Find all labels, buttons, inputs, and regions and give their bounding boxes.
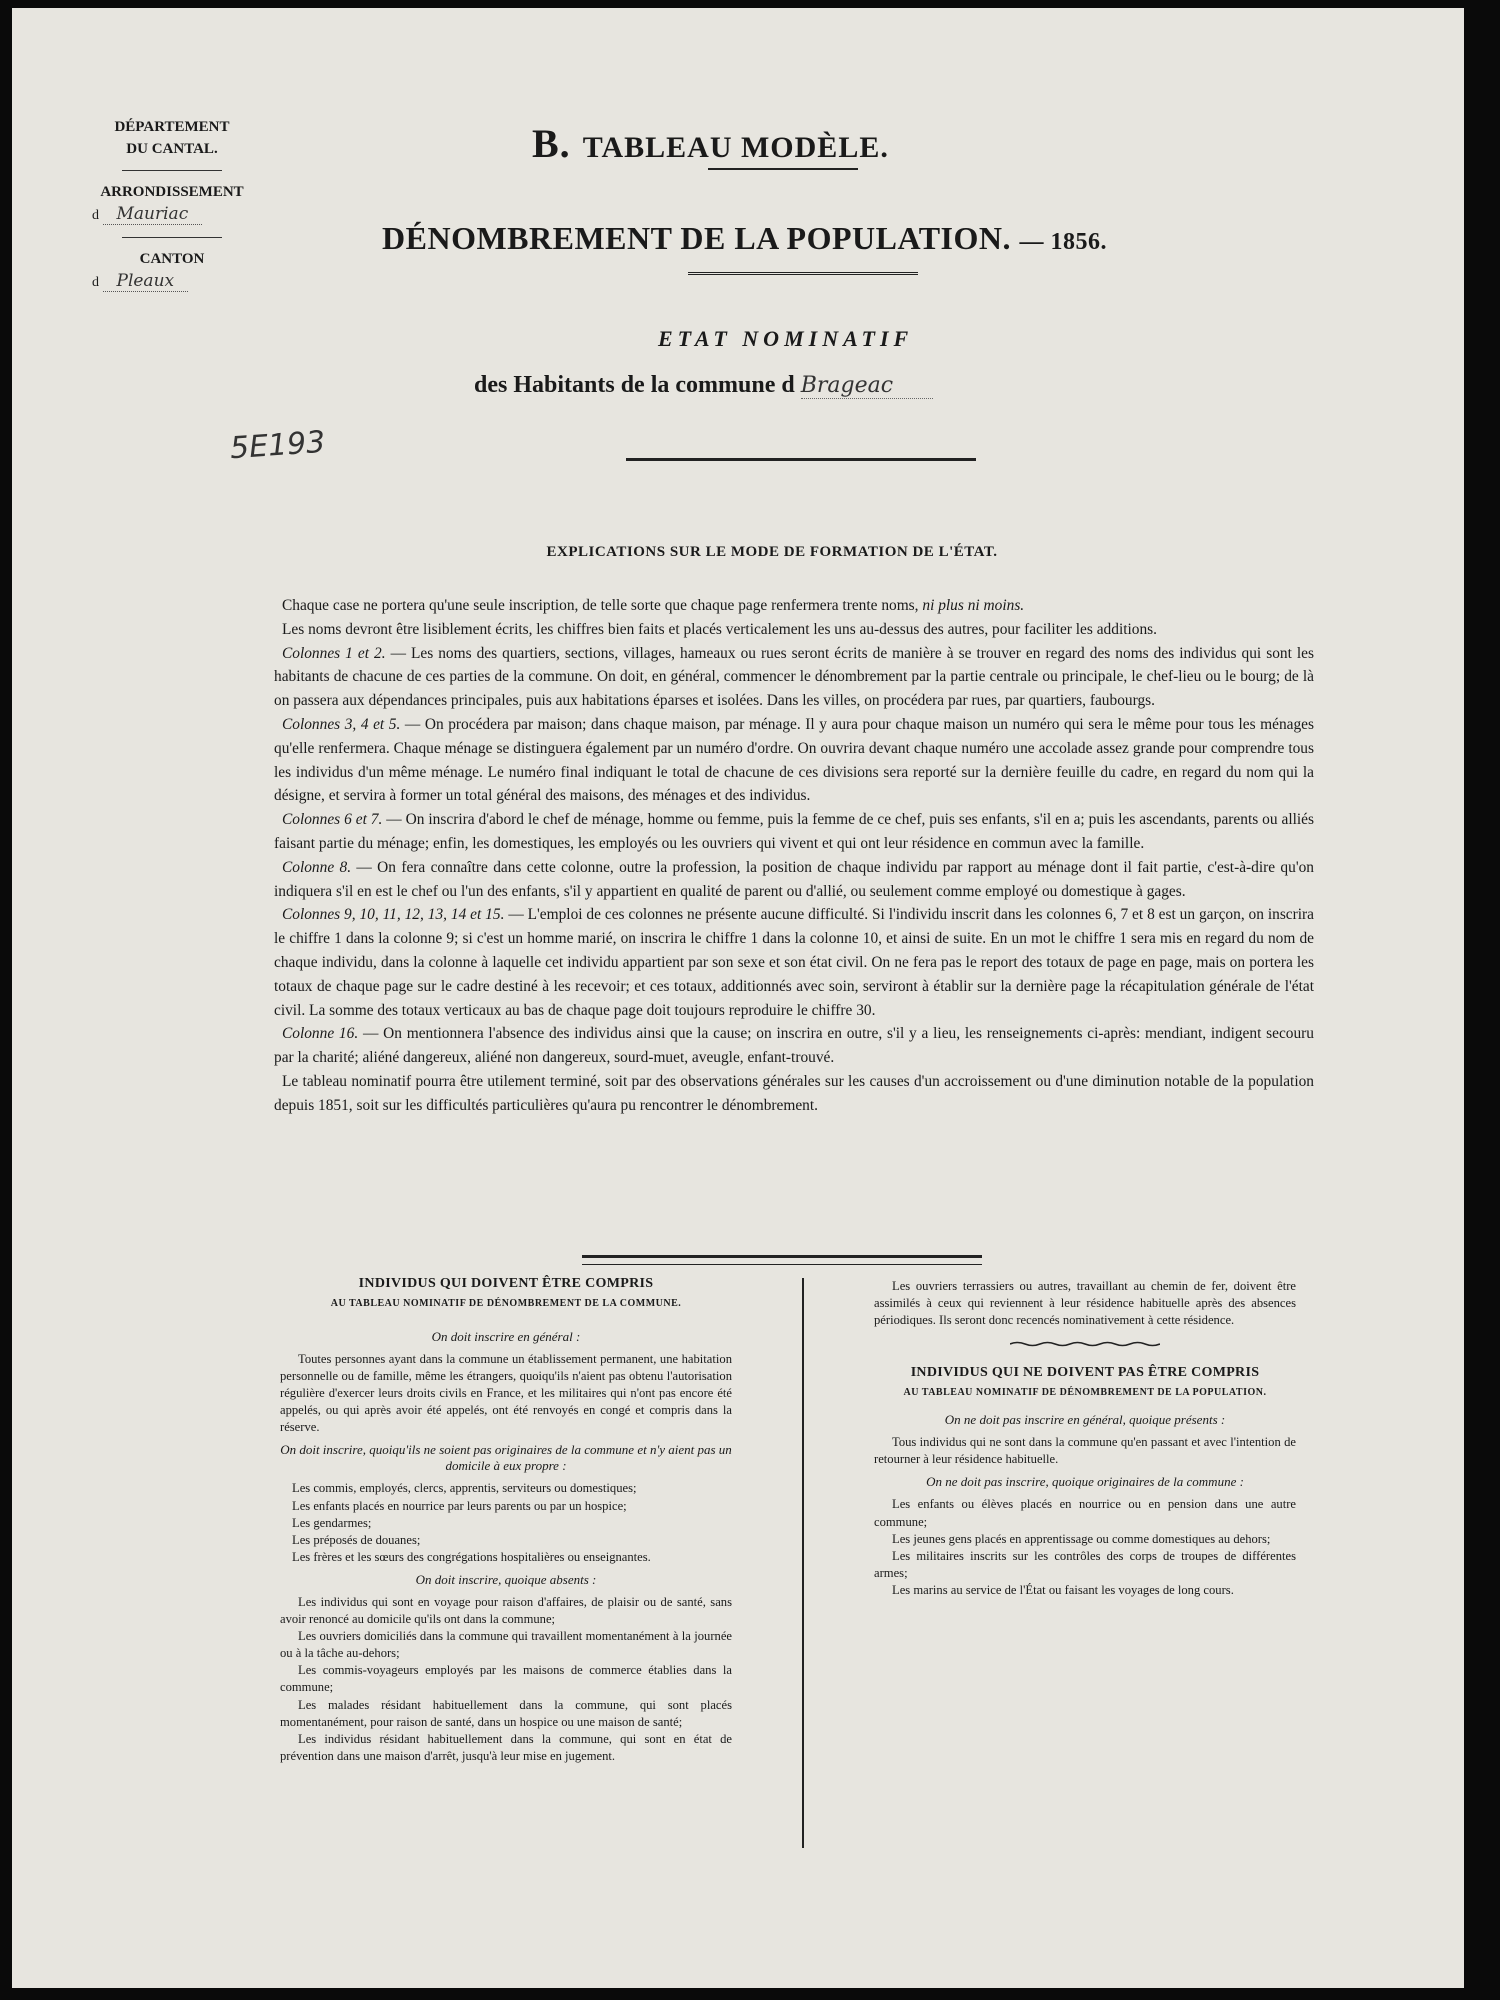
explication-lead: Colonne 8.	[282, 858, 352, 876]
explication-paragraph: Les noms devront être lisiblement écrits, les chiffres bien faits et placés verticalement les uns au-dessus des autres, pour faciliter les additions.	[282, 620, 1158, 638]
list-item: Les ouvriers domiciliés dans la commune qui travaillent momentanément à la journée ou à la tâche au-dehors;	[280, 1629, 732, 1661]
list-item: Les marins au service de l'État ou faisant les voyages de long cours.	[892, 1582, 1234, 1597]
rule-heading: On ne doit pas inscrire en général, quoique présents :	[944, 1412, 1226, 1428]
column-subtitle: AU TABLEAU NOMINATIF DE DÉNOMBREMENT DE LA COMMUNE.	[330, 1298, 682, 1309]
arrondissement-value: Mauriac	[103, 204, 203, 225]
departement-value: DU CANTAL.	[126, 141, 218, 157]
explication-text: — On procédera par maison; dans chaque maison, par ménage. Il y aura pour chaque maison un numéro qui sera le même pour tous les ménages qu'elle renfermera. Chaque ménage se distinguera également par un numéro d'ordre. On ouvrira devant chaque numéro une accolade assez grande pour comprendre tous les individus d'un même ménage. Le numéro final indiquant le total de chacune de ces divisions sera reporté sur la dernière feuille du cadre, en regard du nom qui la désigne, et servira à former un total général des maisons, des ménages et des individus.	[274, 715, 1314, 805]
list-item: Les gendarmes;	[292, 1515, 372, 1530]
list-item: Les militaires inscrits sur les contrôles des corps de troupes de différentes armes;	[874, 1548, 1296, 1580]
column-title: INDIVIDUS QUI DOIVENT ÊTRE COMPRIS	[358, 1276, 654, 1291]
etat-nominatif-heading: ETAT NOMINATIF	[658, 326, 914, 351]
tableau-title-text: TABLEAU MODÈLE.	[582, 131, 889, 164]
list-item: Les frères et les sœurs des congrégations hospitalières ou enseignantes.	[292, 1549, 651, 1564]
column-subtitle: AU TABLEAU NOMINATIF DE DÉNOMBREMENT DE LA POPULATION.	[903, 1387, 1267, 1399]
explication-text: Chaque case ne portera qu'une seule inscription, de telle sorte que chaque page renfermera trente noms,	[282, 597, 919, 614]
ornament-divider	[1010, 1341, 1160, 1347]
explication-paragraph	[274, 713, 1314, 808]
rule-paragraph: Tous individus qui ne sont dans la commune qu'en passant et avec l'intention de retourner à leur résidence habituelle.	[874, 1435, 1296, 1467]
explication-paragraph	[274, 594, 1314, 618]
list-item: Les individus qui sont en voyage pour raison d'affaires, de plaisir ou de santé, sans avoir renoncé au domicile qu'ils ont dans la commune;	[280, 1594, 732, 1627]
main-title	[382, 220, 1107, 257]
rule-paragraph: Toutes personnes ayant dans la commune un établissement permanent, une habitation personnelle ou de famille, même les étrangers, quoiqu'ils n'aient pas obtenu l'autorisation régulière d'exercer leurs droits civils en France, et les militaires qui n'ont pas encore été appelés, ou qui après avoir été appelés, ont été renvoyés en congé et compris dans la réserve.	[280, 1352, 732, 1435]
tableau-letter: B.	[532, 121, 571, 166]
explication-lead: Colonnes 9, 10, 11, 12, 13, 14 et 15.	[282, 906, 505, 924]
census-year: — 1856.	[1019, 229, 1107, 255]
commune-label: des Habitants de la commune d	[474, 372, 795, 398]
commune-rule	[626, 458, 976, 461]
rule-heading: On ne doit pas inscrire, quoique originaires de la commune :	[926, 1474, 1244, 1490]
list-item: Les commis-voyageurs employés par les maisons de commerce établies dans la commune;	[280, 1663, 732, 1695]
excluded-individuals-column	[874, 1278, 1296, 1599]
explications-title: EXPLICATIONS SUR LE MODE DE FORMATION DE L'ÉTAT.	[546, 544, 998, 560]
column-divider	[802, 1278, 804, 1848]
included-individuals-column	[280, 1276, 732, 1765]
rule-heading: On doit inscrire, quoique absents :	[415, 1571, 597, 1587]
rule-heading: On doit inscrire, quoiqu'ils ne soient pas originaires de la commune et n'y aient pas un domicile à eux propre :	[280, 1442, 732, 1474]
list-item: Les commis, employés, clercs, apprentis, serviteurs ou domestiques;	[292, 1481, 637, 1496]
rule-list	[280, 1594, 732, 1765]
archive-code: 5E193	[228, 424, 327, 467]
section-divider	[582, 1255, 982, 1265]
commune-line	[474, 372, 933, 399]
explication-paragraph: Le tableau nominatif pourra être utilement terminé, soit par des observations générales sur les causes d'un accroissement ou d'une diminution notable de la population depuis 1851, soit sur les difficultés particulières qu'aura pu rencontrer le dénombrement.	[274, 1072, 1314, 1114]
explication-paragraph	[274, 856, 1314, 904]
title-rule	[708, 168, 858, 170]
explication-emphasis: ni plus ni moins.	[922, 597, 1025, 614]
explication-text: — Les noms des quartiers, sections, villages, hameaux ou rues seront écrits de manière à se trouver en regard des noms des individus qui sont les habitants de chacune de ces parties de la commune. On doit, en général, commencer le dénombrement par la partie centrale ou principale, le chef-lieu ou le bourg; de là on passera aux dépendances principales, puis aux habitations éparses et isolées. Dans les villes, on procédera par rues, par quartiers, faubourgs.	[274, 644, 1314, 710]
list-item: Les préposés de douanes;	[292, 1532, 421, 1547]
explication-text: — On mentionnera l'absence des individus ainsi que la cause; on inscrira en outre, s'il y a lieu, les renseignements ci-après: mendiant, indigent secouru par la charité; aliéné dangereux, aliéné non dangereux, sourd-muet, aveugle, enfant-trouvé.	[274, 1025, 1314, 1067]
tableau-title	[532, 120, 889, 167]
arrondissement-label: ARRONDISSEMENT	[100, 184, 244, 200]
rule-heading: On doit inscrire en général :	[431, 1329, 581, 1344]
explication-lead: Colonnes 3, 4 et 5.	[282, 715, 401, 733]
explication-paragraph	[274, 808, 1314, 856]
explication-paragraph	[274, 903, 1314, 1022]
canton-label: CANTON	[139, 251, 205, 267]
commune-value: Brageac	[801, 373, 933, 399]
canton-value: Pleaux	[103, 271, 189, 292]
rule-paragraph: Les ouvriers terrassiers ou autres, travaillant au chemin de fer, doivent être assimilés à ceux qui reviennent à leur résidence habituelle après des absences périodiques. Ils seront donc recencés nominativement à cette résidence.	[874, 1279, 1296, 1328]
list-item: Les individus résidant habituellement dans la commune, qui sont en état de prévention dans une maison d'arrêt, jusqu'à leur mise en jugement.	[280, 1731, 732, 1763]
explication-text: — L'emploi de ces colonnes ne présente aucune difficulté. Si l'individu inscrit dans les colonnes 6, 7 et 8 est un garçon, on inscrira le chiffre 1 dans la colonne 9; si c'est un homme marié, on inscrira le chiffre 1 dans la colonne 10, et ainsi de suite. En un mot le chiffre 1 sera mis en regard du nom de chaque individu, dans la colonne à laquelle cet individu appartient par son sexe et son état civil. On ne fera pas le report des totaux de page en page, mais on portera les totaux de chaque page sur le cadre destiné à les recevoir; et ces totaux, additionnés avec soin, serviront à établir sur la dernière page la récapitulation générale de l'état civil. La somme des totaux verticaux au bas de chaque page doit toujours reproduire le chiffre 30.	[274, 906, 1314, 1019]
arrondissement-prefix: d	[92, 208, 99, 223]
departement-label: DÉPARTEMENT	[114, 119, 230, 135]
main-title-text: DÉNOMBREMENT DE LA POPULATION.	[382, 220, 1011, 256]
divider	[122, 237, 222, 238]
rule-list	[280, 1480, 732, 1565]
department-block	[92, 116, 252, 294]
list-item: Les enfants ou élèves placés en nourrice ou en pension dans une autre commune;	[874, 1497, 1296, 1529]
explication-paragraph	[274, 1022, 1314, 1070]
list-item: Les malades résidant habituellement dans la commune, qui sont placés momentanément, pour raison de santé, dans un hospice ou une maison de santé;	[280, 1697, 732, 1729]
divider	[122, 170, 222, 171]
explication-text: — On fera connaître dans cette colonne, outre la profession, la position de chaque individu par rapport au ménage dont il fait partie, c'est-à-dire qu'on indiquera s'il en est le chef ou l'un des enfants, s'il y appartient en qualité de parent ou d'allié, ou seulement comme employé ou domestique à gages.	[274, 858, 1314, 900]
list-item: Les enfants placés en nourrice par leurs parents ou par un hospice;	[292, 1498, 627, 1513]
explication-paragraph	[274, 642, 1314, 713]
census-form-page	[12, 8, 1464, 1988]
rule-list	[874, 1496, 1296, 1599]
explications-body	[274, 594, 1314, 1118]
column-title: INDIVIDUS QUI NE DOIVENT PAS ÊTRE COMPRIS	[910, 1365, 1260, 1381]
list-item: Les jeunes gens placés en apprentissage ou comme domestiques au dehors;	[892, 1531, 1271, 1546]
explication-lead: Colonne 16.	[282, 1025, 359, 1043]
explication-text: — On inscrira d'abord le chef de ménage, homme ou femme, puis la femme de ce chef, puis ses enfants, s'il en a; puis les ascendants, parents ou alliés faisant partie du ménage; enfin, les domestiques, les employés ou les ouvriers qui vivent et qui ont leur résidence en commun avec la famille.	[274, 811, 1314, 852]
canton-prefix: d	[92, 275, 99, 290]
canton-field	[92, 270, 252, 294]
explication-lead: Colonnes 1 et 2.	[282, 644, 386, 662]
arrondissement-field	[92, 203, 252, 227]
explication-lead: Colonnes 6 et 7.	[282, 811, 383, 829]
title-rule	[688, 272, 918, 278]
